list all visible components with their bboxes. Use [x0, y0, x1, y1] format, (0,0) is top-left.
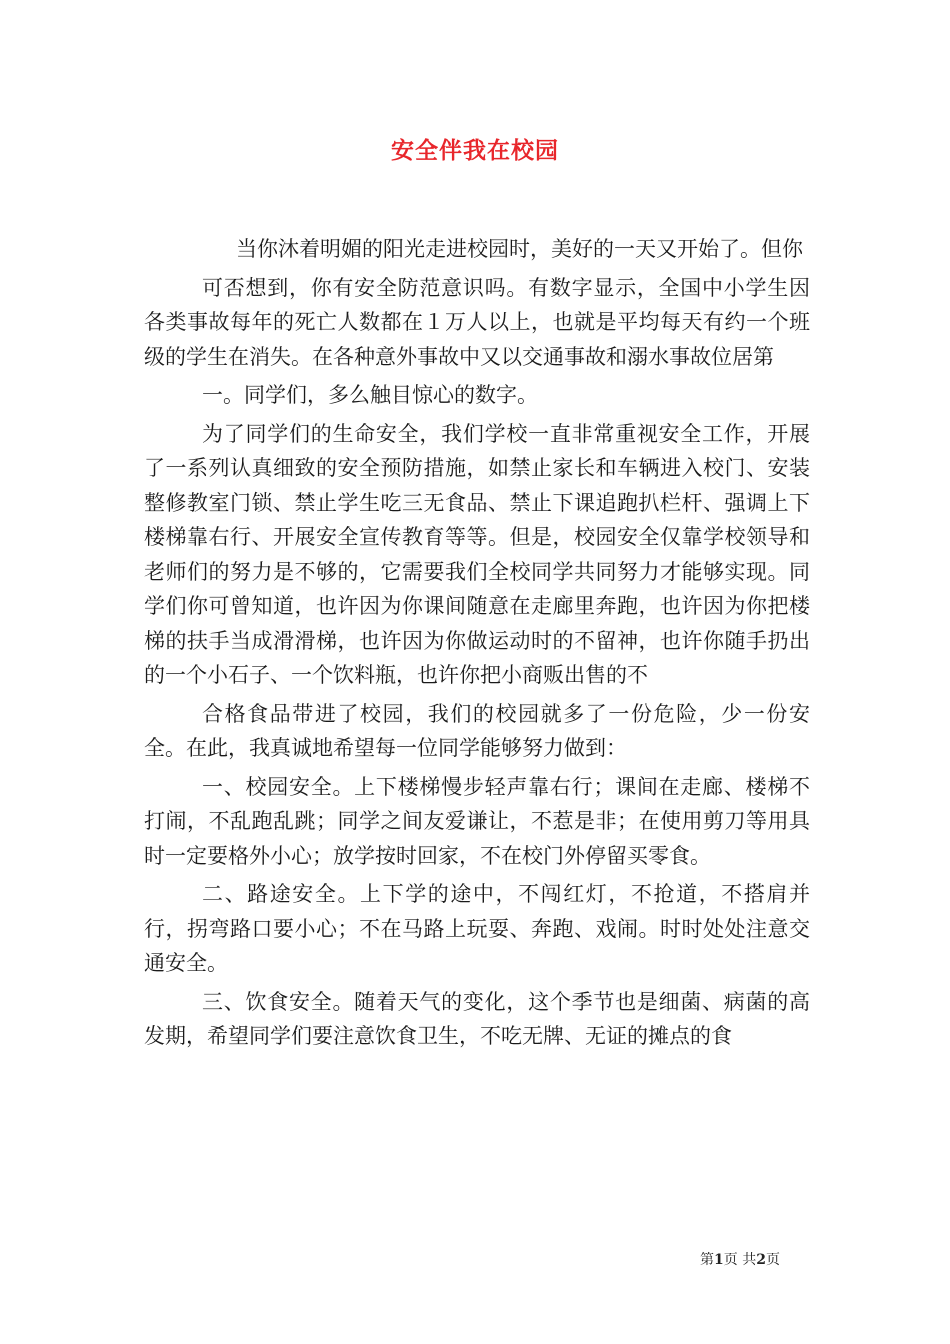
footer-prefix: 第 — [700, 1252, 714, 1268]
document-title: 安全伴我在校园 — [391, 137, 559, 164]
footer-suffix: 页 — [765, 1252, 780, 1268]
paragraph-2: 可否想到，你有安全防范意识吗。有数字显示，全国中小学生因各类事故每年的死亡人数都在１万人以上，也就是平均每天有约一个班级的学生在消失。在各种意外事故中又以交通事故和溺水事故位居第 — [144, 275, 810, 369]
footer-middle: 页 共 — [723, 1252, 757, 1268]
footer-current-page: 1 — [714, 1252, 724, 1268]
page-number-footer — [700, 1249, 780, 1269]
paragraph-7: 二、路途安全。上下学的途中，不闯红灯，不抢道，不搭肩并行，拐弯路口要小心；不在马路上玩耍、奔跑、戏闹。时时处处注意交通安全。 — [144, 882, 810, 975]
footer-total-pages: 2 — [756, 1252, 766, 1268]
paragraph-3: 一。同学们，多么触目惊心的数字。 — [202, 383, 538, 407]
paragraph-1: 当你沐着明媚的阳光走进校园时，美好的一天又开始了。但你 — [236, 237, 803, 261]
paragraph-6: 一、校园安全。上下楼梯慢步轻声靠右行；课间在走廊、楼梯不打闹，不乱跑乱跳；同学之间友爱谦让，不惹是非；在使用剪刀等用具时一定要格外小心；放学按时回家，不在校门外停留买零食。 — [144, 774, 810, 868]
paragraph-8: 三、饮食安全。随着天气的变化，这个季节也是细菌、病菌的高发期，希望同学们要注意饮食卫生，不吃无牌、无证的摊点的食 — [144, 989, 810, 1048]
paragraph-5: 合格食品带进了校园，我们的校园就多了一份危险，少一份安全。在此，我真诚地希望每一位同学能够努力做到： — [144, 701, 810, 760]
document-body — [144, 232, 810, 1054]
paragraph-4: 为了同学们的生命安全，我们学校一直非常重视安全工作，开展了一系列认真细致的安全预防措施，如禁止家长和车辆进入校门、安装整修教室门锁、禁止学生吃三无食品、禁止下课追跑扒栏杆、强调上下楼梯靠右行、开展安全宣传教育等等。但是，校园安全仅靠学校领导和老师们的努力是不够的，它需要我们全校同学共同努力才能够实现。同学们你可曾知道，也许因为你课间随意在走廊里奔跑，也许因为你把楼梯的扶手当成滑滑梯，也许因为你做运动时的不留神，也许你随手扔出的一个小石子、一个饮料瓶，也许你把小商贩出售的不 — [144, 421, 810, 687]
